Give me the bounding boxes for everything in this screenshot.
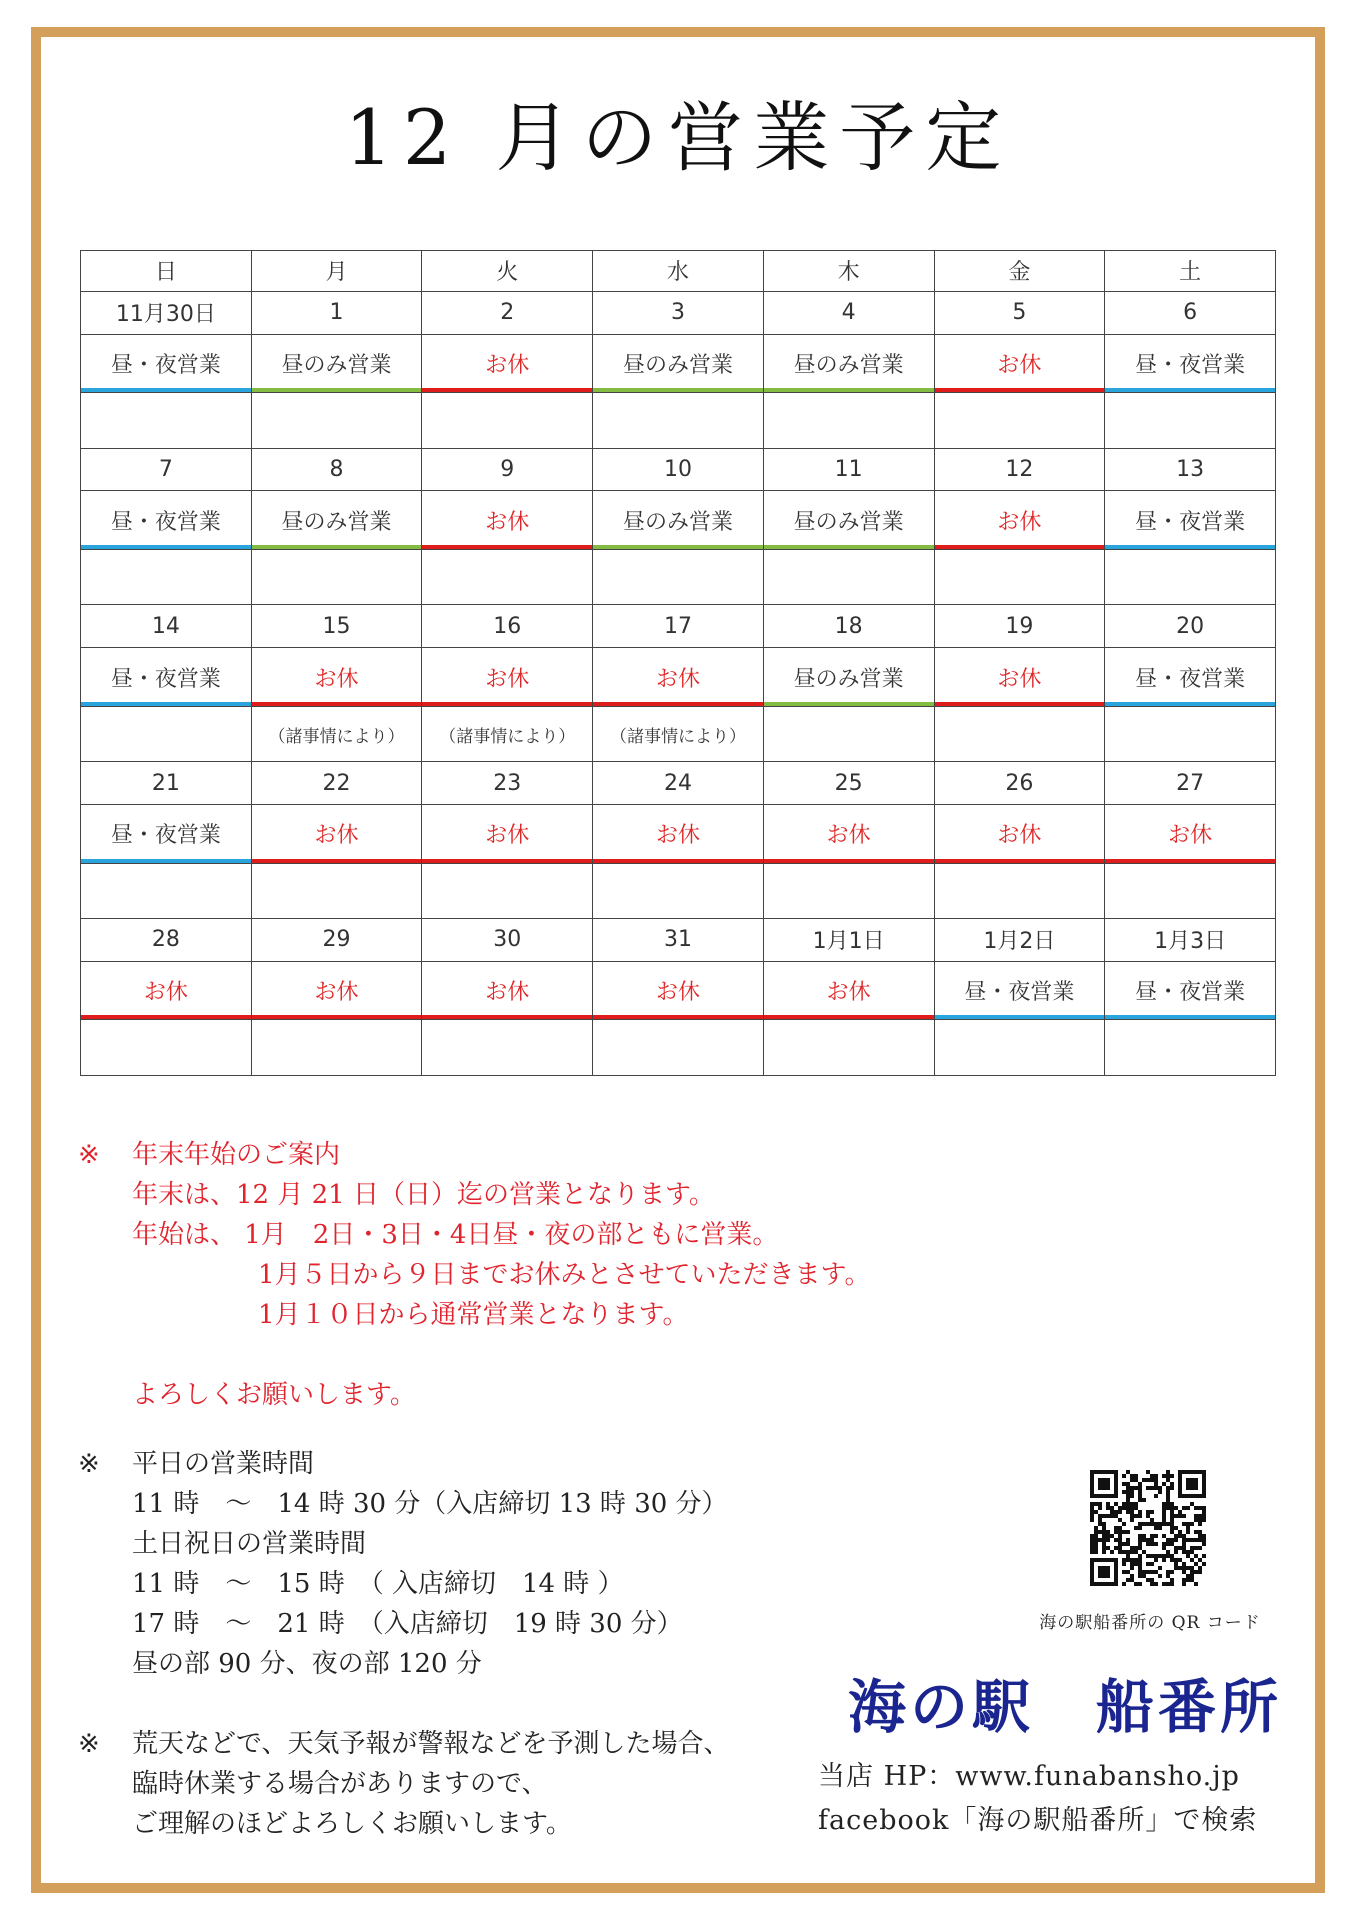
date-cell: 20: [1105, 605, 1276, 648]
homepage-info: 当店 HP：www.funabansho.jp: [818, 1761, 1240, 1792]
status-row: [81, 961, 1276, 1020]
weather-mark: ※: [78, 1729, 100, 1759]
note-cell: [593, 549, 764, 604]
status-cell: [81, 491, 252, 550]
status-underline: [935, 702, 1105, 706]
status-underline: [422, 859, 592, 863]
status-label: お休: [997, 823, 1042, 849]
weekday-header-cell: 火: [422, 251, 593, 292]
date-cell: 11月30日: [81, 291, 252, 334]
status-cell: [593, 805, 764, 864]
status-row: [81, 491, 1276, 550]
note-cell: [81, 549, 252, 604]
note-cell: （諸事情により）: [593, 706, 764, 761]
date-cell: 17: [593, 605, 764, 648]
note-cell: [763, 393, 934, 448]
note-cell: [763, 706, 934, 761]
status-cell: [81, 648, 252, 707]
status-label: 昼・夜営業: [110, 823, 221, 849]
notice-mark: ※: [78, 1140, 100, 1170]
status-underline: [422, 702, 592, 706]
status-cell: [1105, 648, 1276, 707]
note-cell: （諸事情により）: [251, 706, 422, 761]
status-cell: [422, 491, 593, 550]
status-label: 昼・夜営業: [1135, 509, 1246, 535]
weekday-header-cell: 土: [1105, 251, 1276, 292]
note-cell: [1105, 1020, 1276, 1076]
note-cell: [251, 549, 422, 604]
status-label: お休: [997, 509, 1042, 535]
status-label: 昼・夜営業: [110, 666, 221, 692]
date-cell: 1月3日: [1105, 919, 1276, 962]
note-cell: [934, 549, 1105, 604]
status-underline: [81, 545, 251, 549]
date-cell: 7: [81, 448, 252, 491]
hours-mark: ※: [78, 1449, 100, 1479]
status-label: 昼のみ営業: [793, 352, 904, 378]
status-underline: [422, 388, 592, 392]
status-underline: [252, 388, 422, 392]
status-cell: [763, 961, 934, 1020]
date-row: [81, 291, 1276, 334]
weekday-hours: 11 時 ～ 14 時 30 分（入店締切 13 時 30 分）: [132, 1489, 728, 1519]
status-label: お休: [314, 823, 359, 849]
weekday-header-row: [81, 251, 1276, 292]
status-label: 昼のみ営業: [622, 352, 733, 378]
note-cell: [934, 1020, 1105, 1076]
status-underline: [252, 1015, 422, 1019]
status-cell: [1105, 805, 1276, 864]
status-label: お休: [143, 980, 188, 1006]
note-cell: [593, 863, 764, 918]
weekday-header-cell: 金: [934, 251, 1105, 292]
status-cell: [422, 334, 593, 393]
status-underline: [764, 545, 934, 549]
weather-line: 荒天などで、天気予報が警報などを予測した場合、: [132, 1729, 730, 1759]
status-cell: [934, 491, 1105, 550]
notice-line: 年末は、12 月 21 日（日）迄の営業となります。: [132, 1180, 715, 1210]
status-label: 昼・夜営業: [1135, 666, 1246, 692]
date-cell: 29: [251, 919, 422, 962]
weather-line: 臨時休業する場合がありますので、: [132, 1769, 548, 1799]
status-cell: [593, 491, 764, 550]
status-cell: [593, 334, 764, 393]
status-cell: [81, 334, 252, 393]
status-label: お休: [997, 666, 1042, 692]
date-cell: 1: [251, 291, 422, 334]
status-underline: [422, 1015, 592, 1019]
status-underline: [252, 545, 422, 549]
status-cell: [251, 491, 422, 550]
date-row: [81, 762, 1276, 805]
status-label: お休: [1168, 823, 1213, 849]
note-cell: [1105, 549, 1276, 604]
note-cell: [763, 863, 934, 918]
status-underline: [935, 388, 1105, 392]
status-cell: [251, 334, 422, 393]
status-underline: [81, 702, 251, 706]
facebook-info: facebook「海の駅船番所」で検索: [818, 1805, 1258, 1836]
status-underline: [81, 388, 251, 392]
status-label: 昼・夜営業: [964, 980, 1075, 1006]
qr-caption: 海の駅船番所の QR コード: [1039, 1613, 1261, 1633]
status-underline: [764, 702, 934, 706]
status-label: 昼のみ営業: [622, 509, 733, 535]
note-row: [81, 393, 1276, 448]
date-cell: 13: [1105, 448, 1276, 491]
status-cell: [934, 961, 1105, 1020]
date-cell: 16: [422, 605, 593, 648]
status-cell: [422, 961, 593, 1020]
status-underline: [593, 388, 763, 392]
note-cell: [422, 393, 593, 448]
status-label: お休: [655, 666, 700, 692]
status-label: お休: [485, 666, 530, 692]
date-cell: 26: [934, 762, 1105, 805]
date-cell: 1月1日: [763, 919, 934, 962]
status-cell: [81, 805, 252, 864]
date-cell: 31: [593, 919, 764, 962]
weekday-header-cell: 木: [763, 251, 934, 292]
notice-line: 1月５日から９日までお休みとさせていただきます。: [258, 1260, 871, 1290]
status-label: 昼のみ営業: [793, 666, 904, 692]
status-label: お休: [826, 823, 871, 849]
status-underline: [593, 1015, 763, 1019]
status-underline: [81, 859, 251, 863]
status-underline: [252, 702, 422, 706]
note-row: [81, 706, 1276, 761]
note-cell: [763, 549, 934, 604]
page-title: 12 月の営業予定: [344, 93, 1012, 182]
date-cell: 19: [934, 605, 1105, 648]
note-row: [81, 1020, 1276, 1076]
business-calendar: [80, 250, 1276, 1076]
date-cell: 11: [763, 448, 934, 491]
status-label: 昼・夜営業: [1135, 352, 1246, 378]
weekday-header-cell: 水: [593, 251, 764, 292]
qr-code-image: [1090, 1470, 1206, 1586]
status-underline: [422, 545, 592, 549]
weekday-header-cell: 月: [251, 251, 422, 292]
status-label: お休: [485, 823, 530, 849]
status-underline: [935, 545, 1105, 549]
notice-line: 年始は、 1月 2日・3日・4日昼・夜の部ともに営業。: [132, 1220, 779, 1250]
note-cell: [1105, 863, 1276, 918]
status-underline: [764, 1015, 934, 1019]
date-cell: 3: [593, 291, 764, 334]
status-underline: [1105, 1015, 1275, 1019]
status-underline: [935, 1015, 1105, 1019]
note-cell: [1105, 393, 1276, 448]
status-underline: [935, 859, 1105, 863]
status-underline: [1105, 545, 1275, 549]
status-label: お休: [314, 666, 359, 692]
status-label: お休: [485, 509, 530, 535]
status-underline: [593, 859, 763, 863]
date-cell: 14: [81, 605, 252, 648]
date-cell: 23: [422, 762, 593, 805]
status-label: お休: [655, 980, 700, 1006]
status-cell: [1105, 334, 1276, 393]
weekend-hours-dinner: 17 時 ～ 21 時 （入店締切 19 時 30 分）: [132, 1609, 683, 1639]
weekday-hours-heading: 平日の営業時間: [132, 1449, 315, 1479]
status-label: 昼のみ営業: [793, 509, 904, 535]
date-cell: 25: [763, 762, 934, 805]
status-underline: [1105, 702, 1275, 706]
status-cell: [422, 648, 593, 707]
note-cell: [934, 863, 1105, 918]
status-cell: [763, 491, 934, 550]
status-row: [81, 334, 1276, 393]
status-label: 昼・夜営業: [110, 352, 221, 378]
status-label: お休: [997, 352, 1042, 378]
status-cell: [934, 334, 1105, 393]
status-cell: [934, 648, 1105, 707]
status-cell: [251, 805, 422, 864]
status-cell: [422, 805, 593, 864]
date-cell: 24: [593, 762, 764, 805]
status-cell: [934, 805, 1105, 864]
status-cell: [593, 648, 764, 707]
note-cell: [251, 863, 422, 918]
note-cell: [251, 1020, 422, 1076]
note-row: [81, 863, 1276, 918]
status-label: 昼・夜営業: [110, 509, 221, 535]
status-label: 昼・夜営業: [1135, 980, 1246, 1006]
note-cell: [81, 1020, 252, 1076]
status-underline: [764, 388, 934, 392]
status-cell: [251, 961, 422, 1020]
note-row: [81, 549, 1276, 604]
status-label: 昼のみ営業: [281, 509, 392, 535]
status-row: [81, 648, 1276, 707]
status-underline: [593, 702, 763, 706]
note-cell: [422, 863, 593, 918]
note-cell: [593, 1020, 764, 1076]
weekend-hours-lunch: 11 時 ～ 15 時 （ 入店締切 14 時 ）: [132, 1569, 624, 1599]
date-cell: 12: [934, 448, 1105, 491]
session-duration: 昼の部 90 分、夜の部 120 分: [132, 1649, 482, 1679]
note-cell: [1105, 706, 1276, 761]
date-cell: 28: [81, 919, 252, 962]
date-cell: 6: [1105, 291, 1276, 334]
date-cell: 8: [251, 448, 422, 491]
note-cell: [934, 393, 1105, 448]
date-cell: 15: [251, 605, 422, 648]
note-cell: [81, 393, 252, 448]
date-cell: 21: [81, 762, 252, 805]
date-cell: 30: [422, 919, 593, 962]
date-cell: 9: [422, 448, 593, 491]
note-cell: [81, 863, 252, 918]
status-cell: [251, 648, 422, 707]
status-underline: [1105, 388, 1275, 392]
notice-closing: よろしくお願いします。: [132, 1380, 416, 1410]
status-cell: [763, 805, 934, 864]
status-underline: [593, 545, 763, 549]
notice-heading: 年末年始のご案内: [132, 1140, 341, 1170]
status-label: お休: [485, 352, 530, 378]
status-underline: [764, 859, 934, 863]
date-cell: 5: [934, 291, 1105, 334]
date-cell: 2: [422, 291, 593, 334]
date-cell: 22: [251, 762, 422, 805]
date-cell: 4: [763, 291, 934, 334]
note-cell: [422, 549, 593, 604]
status-underline: [81, 1015, 251, 1019]
status-row: [81, 805, 1276, 864]
status-underline: [252, 859, 422, 863]
status-cell: [763, 334, 934, 393]
status-cell: [1105, 491, 1276, 550]
note-cell: [763, 1020, 934, 1076]
status-label: お休: [655, 823, 700, 849]
note-cell: [251, 393, 422, 448]
date-row: [81, 448, 1276, 491]
note-cell: （諸事情により）: [422, 706, 593, 761]
date-row: [81, 919, 1276, 962]
status-cell: [81, 961, 252, 1020]
date-cell: 18: [763, 605, 934, 648]
date-row: [81, 605, 1276, 648]
weather-line: ご理解のほどよろしくお願いします。: [132, 1809, 572, 1839]
weekday-header-cell: 日: [81, 251, 252, 292]
status-cell: [763, 648, 934, 707]
date-cell: 10: [593, 448, 764, 491]
weekend-hours-heading: 土日祝日の営業時間: [132, 1529, 367, 1559]
note-cell: [593, 393, 764, 448]
notice-line: 1月１０日から通常営業となります。: [258, 1300, 689, 1330]
date-cell: 1月2日: [934, 919, 1105, 962]
date-cell: 27: [1105, 762, 1276, 805]
status-cell: [593, 961, 764, 1020]
status-label: 昼のみ営業: [281, 352, 392, 378]
note-cell: [422, 1020, 593, 1076]
status-cell: [1105, 961, 1276, 1020]
note-cell: [81, 706, 252, 761]
shop-logo-name: 海の駅 船番所: [848, 1673, 1283, 1741]
note-cell: [934, 706, 1105, 761]
status-label: お休: [314, 980, 359, 1006]
status-label: お休: [485, 980, 530, 1006]
status-underline: [1105, 859, 1275, 863]
status-label: お休: [826, 980, 871, 1006]
